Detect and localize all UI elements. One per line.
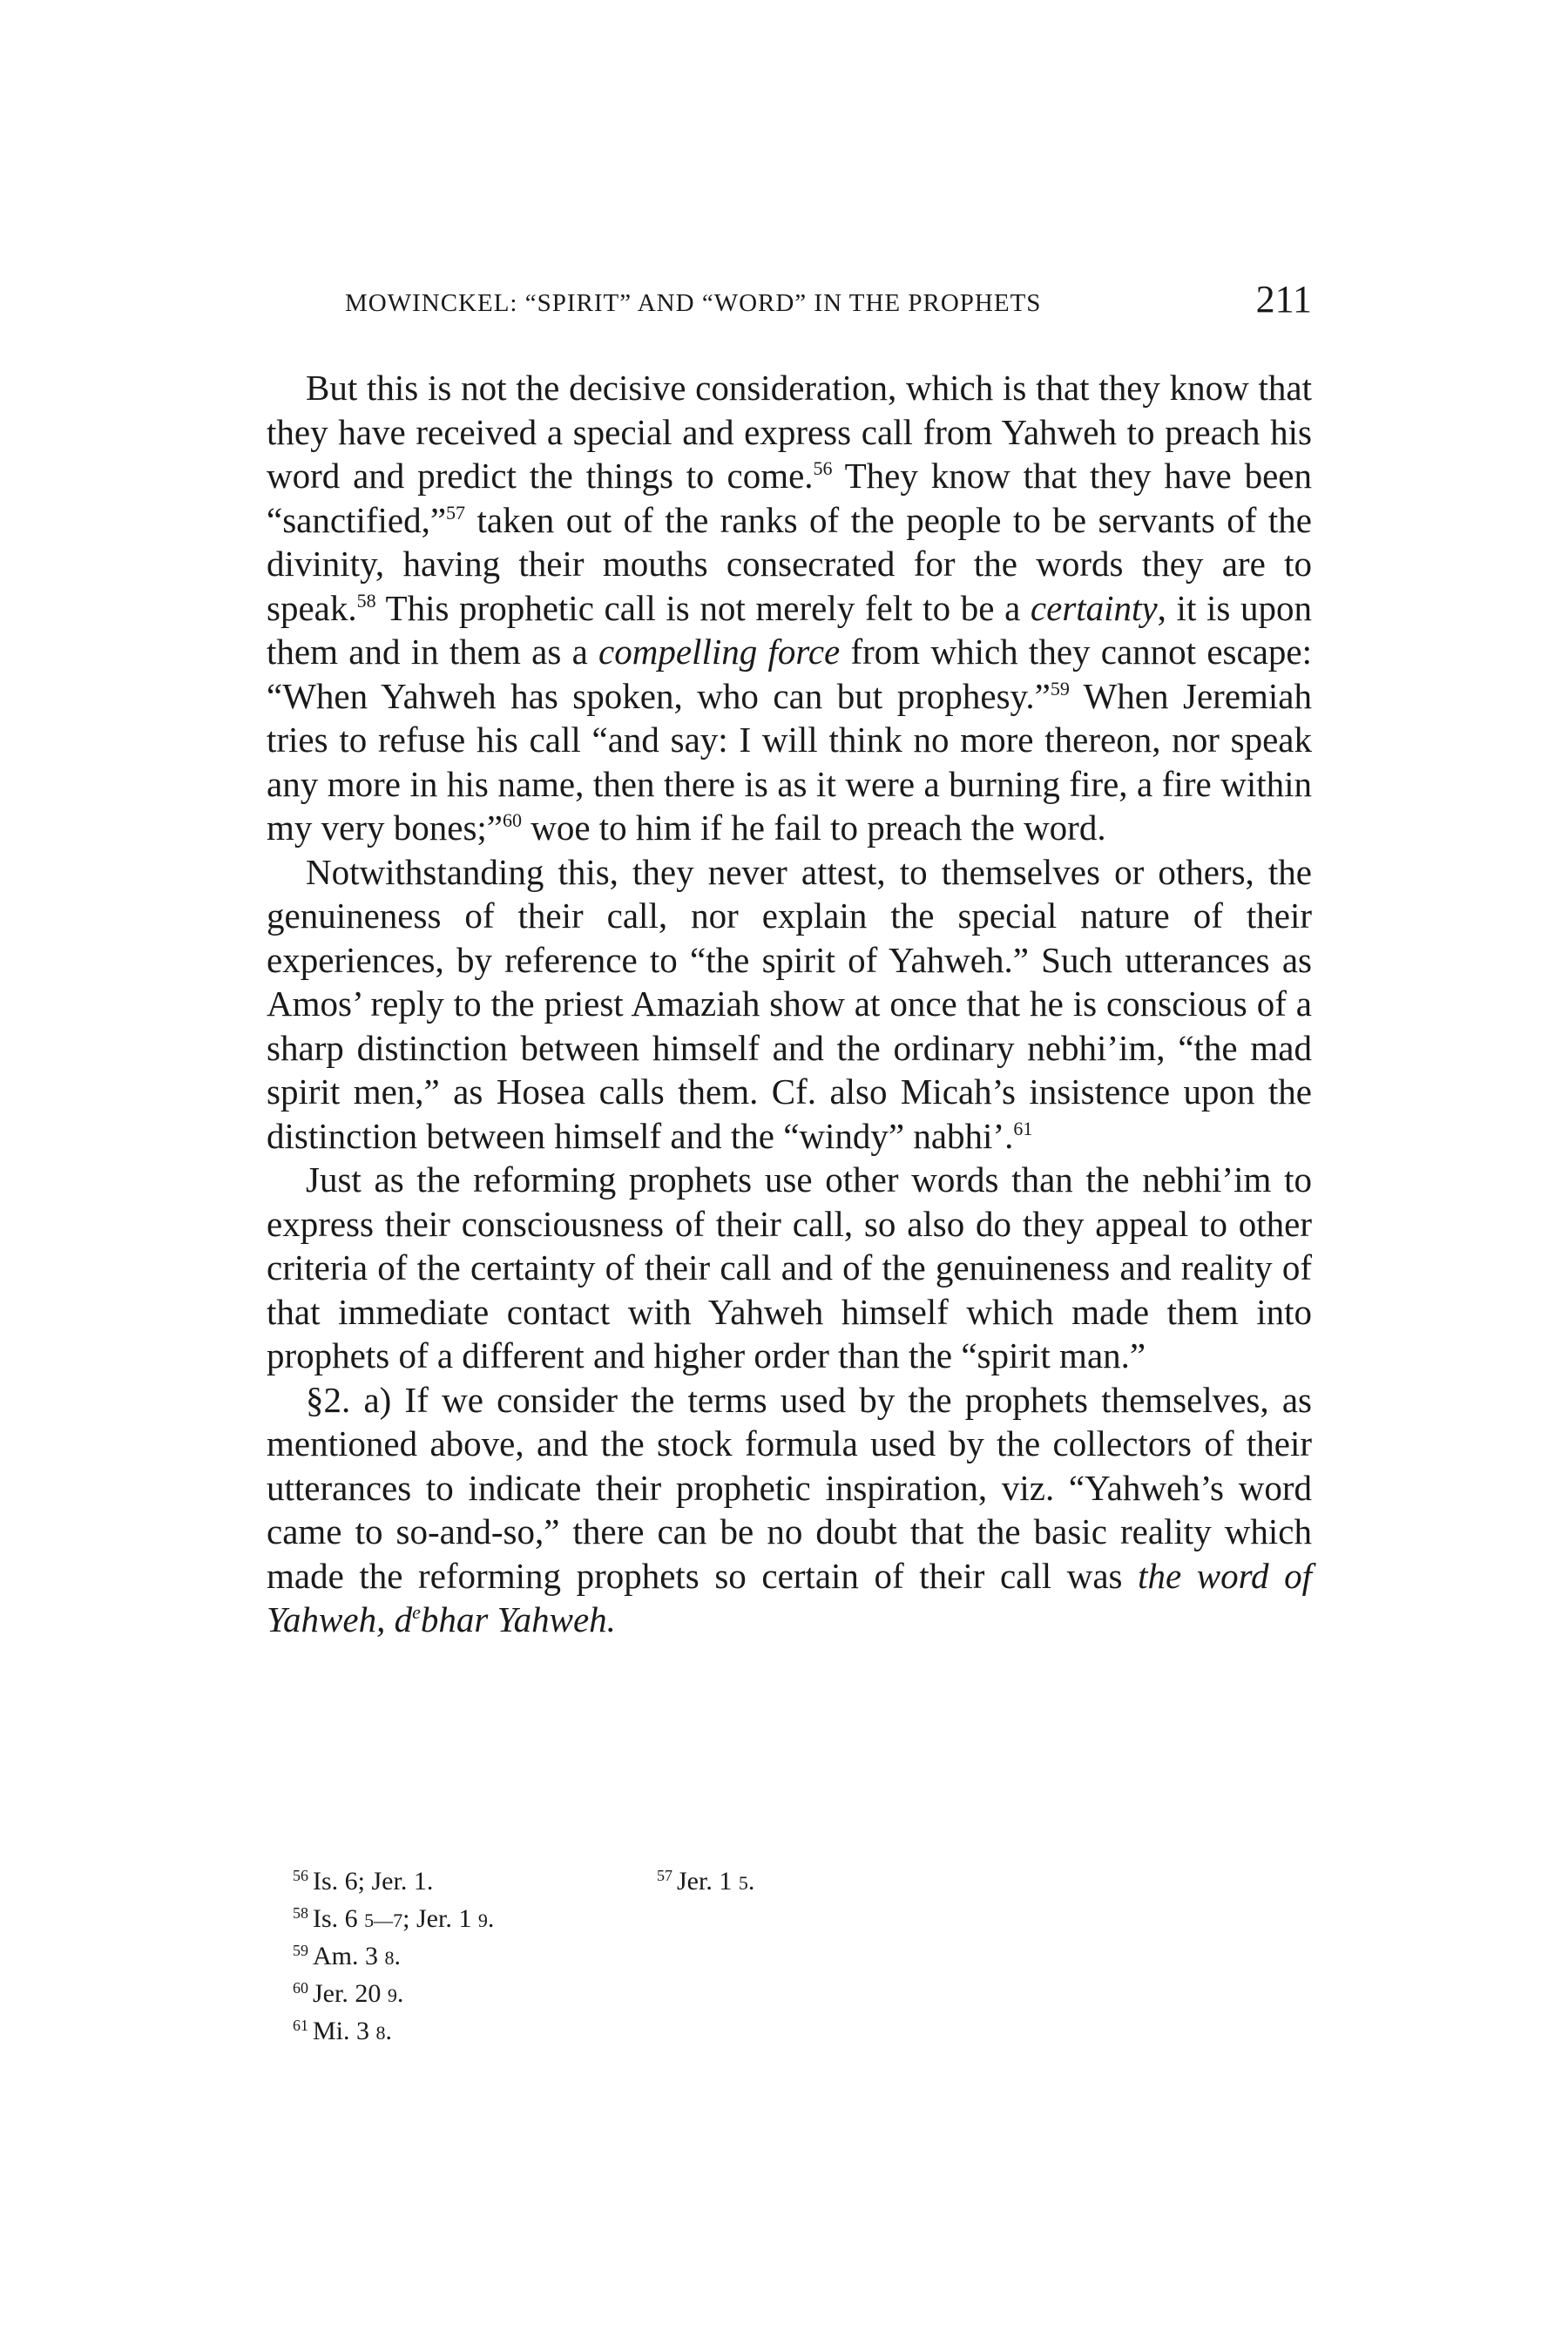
footnote-ref-56: 56 bbox=[813, 457, 833, 479]
paragraph-text: They know that they have been “sanctified,” bbox=[267, 456, 1312, 540]
footnote-number: 57 bbox=[657, 1867, 672, 1884]
emphasis-compelling-force: compelling force bbox=[598, 632, 841, 672]
footnote-ref-57: 57 bbox=[446, 501, 466, 524]
footnote-number: 58 bbox=[293, 1904, 308, 1922]
footnote-56 bbox=[293, 1867, 433, 1896]
footnote-text: . bbox=[385, 2017, 393, 2045]
footnote-text: Am. 3 bbox=[313, 1942, 385, 1970]
footnote-text: . bbox=[396, 1979, 404, 2008]
verse-number: 8 bbox=[384, 1947, 395, 1969]
verse-number: 5—7 bbox=[364, 1909, 403, 1931]
footnote-ref-61: 61 bbox=[1013, 1117, 1033, 1139]
footnote-text: Jer. 20 bbox=[313, 1979, 388, 2008]
emphasis-text: bhar Yahweh. bbox=[420, 1599, 616, 1639]
paragraph-text: When Jeremiah tries to refuse his call “and say: I will think no more thereon, nor speak any more in his name, then there is as it were a burning fire, a fire within my very bones;” bbox=[267, 675, 1313, 848]
footnote-text: . bbox=[487, 1904, 495, 1933]
footnote-text: . bbox=[747, 1867, 755, 1896]
paragraph-1 bbox=[267, 366, 1312, 850]
footnote-text: . bbox=[394, 1942, 401, 1970]
footnote-text: Mi. 3 bbox=[313, 2017, 376, 2045]
footnote-row bbox=[293, 1862, 902, 1900]
superscript-e: e bbox=[412, 1601, 421, 1623]
paragraph-text: This prophetic call is not merely felt to be a bbox=[375, 587, 1031, 628]
verse-number: 5 bbox=[738, 1872, 748, 1894]
footnote-text: ; Jer. 1 bbox=[402, 1904, 478, 1933]
footnote-text: Is. 6; Jer. 1. bbox=[313, 1867, 434, 1896]
footnote-number: 59 bbox=[293, 1942, 308, 1959]
footnote-61 bbox=[293, 2012, 902, 2050]
footnote-number: 56 bbox=[293, 1867, 308, 1884]
footnote-59 bbox=[293, 1937, 902, 1975]
footnote-ref-58: 58 bbox=[356, 589, 376, 612]
footnote-ref-60: 60 bbox=[502, 809, 522, 831]
verse-number: 9 bbox=[477, 1909, 488, 1931]
footnote-60 bbox=[293, 1975, 902, 2012]
paragraph-4 bbox=[267, 1378, 1312, 1642]
paragraph-text: §2. a) If we consider the terms used by the prophets themselves, as mentioned above, and the stock formula used by the collectors of their utterances to indicate their prophetic inspiration, viz. “Yahweh’s word came to so-and-so,” there can be no doubt that the basic reality which made the reforming prophets so certain of their call was bbox=[267, 1379, 1312, 1596]
verse-number: 9 bbox=[387, 1984, 397, 2006]
running-head-title: MOWINCKEL: “SPIRIT” AND “WORD” IN THE PROPHETS bbox=[345, 289, 1042, 317]
footnote-text: Is. 6 bbox=[313, 1904, 365, 1933]
paragraph-text: But this is not the decisive consideration, which is that they know that they have received a special and express call from Yahweh to preach his word and predict the things to come. bbox=[267, 368, 1312, 496]
paragraph-3: Just as the reforming prophets use other words than the nebhi’im to express their consciousness of their call, so also do they appeal to other criteria of the certainty of their call and of the genuineness and reality of that immediate contact with Yahweh himself which made them into prophets of a different and higher order than the “spirit man.” bbox=[267, 1159, 1312, 1375]
footnote-58 bbox=[293, 1900, 902, 1937]
paragraph-text: woe to him if he fail to preach the word. bbox=[521, 808, 1106, 848]
page-number: 211 bbox=[1255, 278, 1312, 321]
emphasis-certainty: certainty bbox=[1030, 587, 1158, 628]
paragraph-2 bbox=[267, 850, 1312, 1159]
paragraph-text: Notwithstanding this, they never attest, to themselves or others, the genuineness of their call, nor explain the special nature of their experiences, by reference to “the spirit of Yahweh.” Such utterances as Amos’ reply to the priest Amaziah show at once that he is conscious of a sharp distinction between himself and the ordinary nebhi’im, “the mad spirit men,” as Hosea calls them. Cf. also Micah’s insistence upon the distinction between himself and the “windy” nabhi’. bbox=[267, 851, 1312, 1156]
footnote-text: Jer. 1 bbox=[677, 1867, 739, 1896]
paragraph-text: , it is upon them and in them as a bbox=[267, 587, 1312, 672]
footnote-57 bbox=[657, 1862, 754, 1902]
running-head bbox=[345, 277, 1312, 329]
footnote-number: 60 bbox=[293, 1979, 308, 1997]
body-text bbox=[267, 366, 1312, 1642]
footnotes bbox=[293, 1862, 902, 2050]
footnote-number: 61 bbox=[293, 2017, 308, 2034]
paragraph-text: taken out of the ranks of the people to be servants of the divinity, having their mouths consecrated for the words they are to speak. bbox=[267, 499, 1312, 628]
verse-number: 8 bbox=[375, 2022, 386, 2044]
paragraph-text: from which they cannot escape: “When Yahweh has spoken, who can but prophesy.” bbox=[267, 632, 1312, 716]
emphasis-text: the word of Yahweh, d bbox=[267, 1555, 1312, 1639]
footnote-ref-59: 59 bbox=[1050, 677, 1070, 700]
